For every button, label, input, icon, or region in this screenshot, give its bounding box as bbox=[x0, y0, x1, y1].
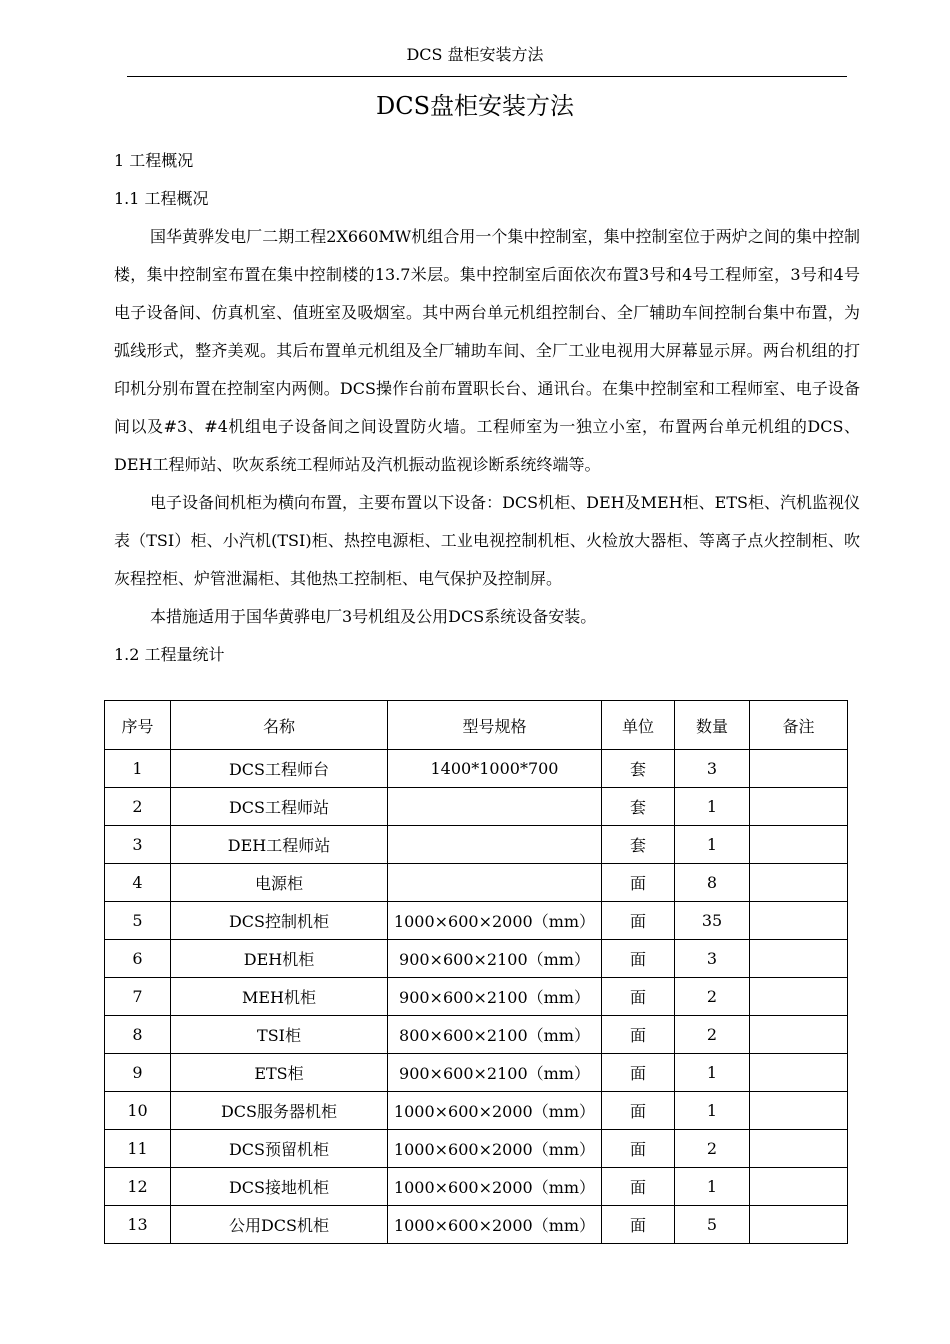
cell-remarks bbox=[750, 1168, 848, 1206]
cell-index: 8 bbox=[105, 1016, 171, 1054]
cell-quantity: 2 bbox=[675, 1016, 750, 1054]
quantity-table-container bbox=[104, 700, 847, 1244]
col-header-spec: 型号规格 bbox=[388, 701, 602, 750]
cell-unit: 面 bbox=[602, 940, 675, 978]
table-row bbox=[105, 1054, 848, 1092]
cell-unit: 套 bbox=[602, 788, 675, 826]
cell-quantity: 3 bbox=[675, 940, 750, 978]
cell-unit: 面 bbox=[602, 1054, 675, 1092]
cell-name: DCS控制机柜 bbox=[171, 902, 388, 940]
cell-spec: 800×600×2100（mm） bbox=[388, 1016, 602, 1054]
cell-name: DCS服务器机柜 bbox=[171, 1092, 388, 1130]
cell-quantity: 5 bbox=[675, 1206, 750, 1244]
cell-remarks bbox=[750, 978, 848, 1016]
col-header-unit: 单位 bbox=[602, 701, 675, 750]
cell-name: ETS柜 bbox=[171, 1054, 388, 1092]
cell-name: DCS工程师台 bbox=[171, 750, 388, 788]
cell-quantity: 1 bbox=[675, 826, 750, 864]
cell-index: 2 bbox=[105, 788, 171, 826]
cell-remarks bbox=[750, 864, 848, 902]
cell-remarks bbox=[750, 940, 848, 978]
cell-remarks bbox=[750, 1130, 848, 1168]
cell-index: 10 bbox=[105, 1092, 171, 1130]
cell-spec: 1000×600×2000（mm） bbox=[388, 1206, 602, 1244]
cell-index: 11 bbox=[105, 1130, 171, 1168]
cell-spec: 1000×600×2000（mm） bbox=[388, 1168, 602, 1206]
cell-index: 6 bbox=[105, 940, 171, 978]
table-row bbox=[105, 1130, 848, 1168]
cell-remarks bbox=[750, 1016, 848, 1054]
table-header-row bbox=[105, 701, 848, 750]
cell-unit: 套 bbox=[602, 826, 675, 864]
col-header-remarks: 备注 bbox=[750, 701, 848, 750]
paragraph-scope: 本措施适用于国华黄骅电厂3号机组及公用DCS系统设备安装。 bbox=[150, 607, 597, 626]
document-body bbox=[114, 142, 860, 674]
cell-unit: 面 bbox=[602, 1130, 675, 1168]
cell-index: 12 bbox=[105, 1168, 171, 1206]
cell-quantity: 3 bbox=[675, 750, 750, 788]
cell-name: DEH机柜 bbox=[171, 940, 388, 978]
cell-unit: 面 bbox=[602, 978, 675, 1016]
cell-spec: 1000×600×2000（mm） bbox=[388, 1130, 602, 1168]
cell-quantity: 2 bbox=[675, 1130, 750, 1168]
table-row bbox=[105, 1016, 848, 1054]
table-row bbox=[105, 750, 848, 788]
cell-spec bbox=[388, 788, 602, 826]
cell-index: 1 bbox=[105, 750, 171, 788]
col-header-name: 名称 bbox=[171, 701, 388, 750]
cell-unit: 面 bbox=[602, 864, 675, 902]
cell-remarks bbox=[750, 1054, 848, 1092]
cell-spec: 900×600×2100（mm） bbox=[388, 1054, 602, 1092]
cell-remarks bbox=[750, 788, 848, 826]
table-row bbox=[105, 864, 848, 902]
cell-spec bbox=[388, 826, 602, 864]
cell-remarks bbox=[750, 750, 848, 788]
cell-quantity: 1 bbox=[675, 788, 750, 826]
cell-unit: 套 bbox=[602, 750, 675, 788]
cell-quantity: 1 bbox=[675, 1092, 750, 1130]
paragraph-overview: 国华黄骅发电厂二期工程2X660MW机组合用一个集中控制室，集中控制室位于两炉之间的集中控制楼，集中控制室布置在集中控制楼的13.7米层。集中控制室后面依次布置3号和4号工程师室，3号和4号电子设备间、仿真机室、值班室及吸烟室。其中两台单元机组控制台、全厂辅助车间控制台集中布置，为弧线形式，整齐美观。其后布置单元机组及全厂辅助车间、全厂工业电视用大屏幕显示屏。两台机组的打印机分别布置在控制室内两侧。DCS操作台前布置职长台、通讯台。在集中控制室和工程师室、电子设备间以及#3、#4机组电子设备间之间设置防火墙。工程师室为一独立小室，布置两台单元机组的DCS、DEH工程师站、吹灰系统工程师站及汽机振动监视诊断系统终端等。 bbox=[114, 227, 860, 474]
cell-remarks bbox=[750, 902, 848, 940]
cell-unit: 面 bbox=[602, 902, 675, 940]
cell-unit: 面 bbox=[602, 1206, 675, 1244]
header-divider bbox=[127, 76, 847, 77]
table-row bbox=[105, 1092, 848, 1130]
cell-spec: 1000×600×2000（mm） bbox=[388, 902, 602, 940]
section-1-2-heading: 1.2 工程量统计 bbox=[114, 645, 225, 664]
cell-quantity: 1 bbox=[675, 1054, 750, 1092]
cell-unit: 面 bbox=[602, 1016, 675, 1054]
cell-index: 3 bbox=[105, 826, 171, 864]
cell-name: 公用DCS机柜 bbox=[171, 1206, 388, 1244]
document-title: DCS盘柜安装方法 bbox=[375, 92, 575, 120]
cell-remarks bbox=[750, 826, 848, 864]
cell-name: 电源柜 bbox=[171, 864, 388, 902]
section-1-1-heading: 1.1 工程概况 bbox=[114, 189, 209, 208]
cell-index: 7 bbox=[105, 978, 171, 1016]
table-body bbox=[105, 750, 848, 1244]
cell-index: 5 bbox=[105, 902, 171, 940]
col-header-index: 序号 bbox=[105, 701, 171, 750]
cell-remarks bbox=[750, 1206, 848, 1244]
section-1-heading: 1 工程概况 bbox=[114, 151, 194, 170]
cell-spec bbox=[388, 864, 602, 902]
cell-unit: 面 bbox=[602, 1168, 675, 1206]
table-row bbox=[105, 902, 848, 940]
table-row bbox=[105, 978, 848, 1016]
cell-spec: 1400*1000*700 bbox=[388, 750, 602, 788]
cell-name: DCS预留机柜 bbox=[171, 1130, 388, 1168]
table-row bbox=[105, 788, 848, 826]
cell-index: 9 bbox=[105, 1054, 171, 1092]
cell-quantity: 1 bbox=[675, 1168, 750, 1206]
cell-quantity: 8 bbox=[675, 864, 750, 902]
table-row bbox=[105, 826, 848, 864]
cell-name: MEH机柜 bbox=[171, 978, 388, 1016]
cell-name: DCS接地机柜 bbox=[171, 1168, 388, 1206]
cell-spec: 900×600×2100（mm） bbox=[388, 978, 602, 1016]
cell-spec: 900×600×2100（mm） bbox=[388, 940, 602, 978]
table-row bbox=[105, 1206, 848, 1244]
cell-unit: 面 bbox=[602, 1092, 675, 1130]
running-header: DCS 盘柜安装方法 bbox=[406, 45, 544, 64]
cell-name: DCS工程师站 bbox=[171, 788, 388, 826]
cell-quantity: 35 bbox=[675, 902, 750, 940]
cell-name: TSI柜 bbox=[171, 1016, 388, 1054]
table-row bbox=[105, 940, 848, 978]
paragraph-equipment-room: 电子设备间机柜为横向布置，主要布置以下设备：DCS机柜、DEH及MEH柜、ETS柜、汽机监视仪表（TSI）柜、小汽机(TSI)柜、热控电源柜、工业电视控制机柜、火检放大器柜、等离子点火控制柜、吹灰程控柜、炉管泄漏柜、其他热工控制柜、电气保护及控制屏。 bbox=[114, 493, 860, 588]
cell-spec: 1000×600×2000（mm） bbox=[388, 1092, 602, 1130]
cell-remarks bbox=[750, 1092, 848, 1130]
cell-index: 4 bbox=[105, 864, 171, 902]
quantity-table bbox=[104, 700, 848, 1244]
table-row bbox=[105, 1168, 848, 1206]
cell-quantity: 2 bbox=[675, 978, 750, 1016]
cell-name: DEH工程师站 bbox=[171, 826, 388, 864]
col-header-quantity: 数量 bbox=[675, 701, 750, 750]
cell-index: 13 bbox=[105, 1206, 171, 1244]
